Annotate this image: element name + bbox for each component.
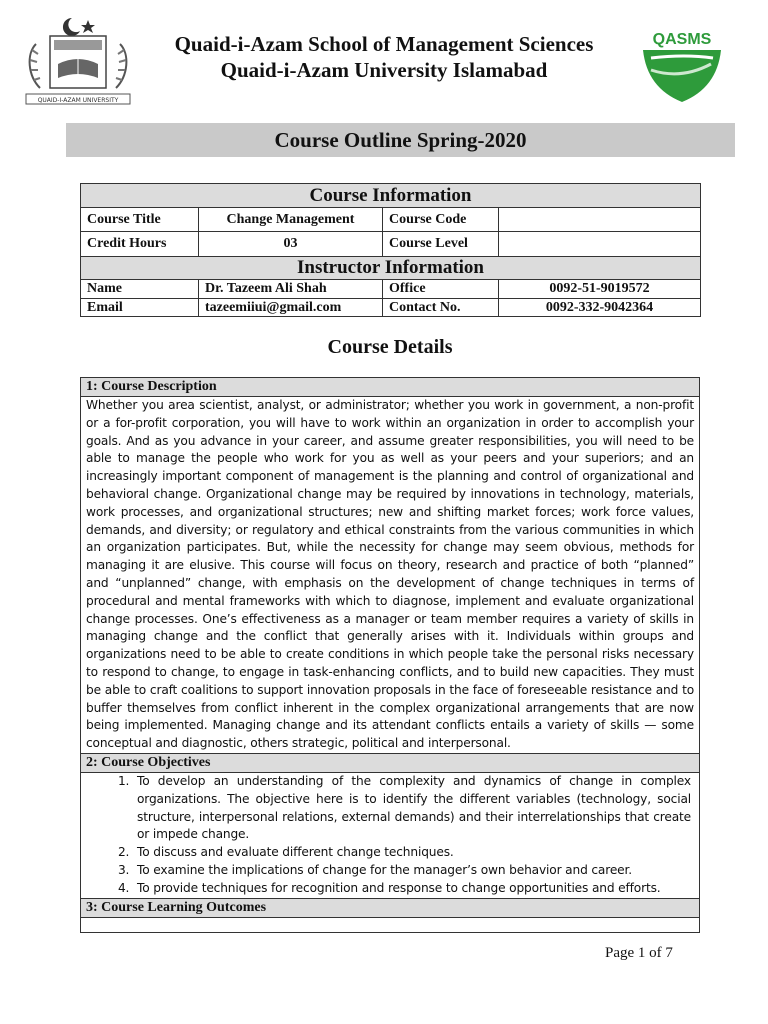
course-code-value (499, 208, 701, 232)
objective-item: 4. To provide techniques for recognition and response to change opportunities and efforts. (133, 880, 691, 898)
university-logo-caption: QUAID-I-AZAM UNIVERSITY (37, 97, 119, 104)
name-label: Name (81, 280, 199, 299)
course-level-label: Course Level (383, 232, 499, 257)
office-label: Office (383, 280, 499, 299)
page-of: of (649, 945, 662, 961)
course-level-value (499, 232, 701, 257)
qasms-logo (637, 28, 727, 104)
page-current: 1 (637, 945, 646, 961)
course-title-label: Course Title (81, 208, 199, 232)
university-name: Quaid-i-Azam University Islamabad (220, 58, 548, 82)
page-word: Page (605, 945, 635, 961)
credit-hours-label: Credit Hours (81, 232, 199, 257)
credit-hours-value: 03 (199, 232, 383, 257)
contact-label: Contact No. (383, 299, 499, 317)
course-objectives-heading: 2: Course Objectives (81, 753, 699, 773)
course-code-label: Course Code (383, 208, 499, 232)
course-title-value: Change Management (199, 208, 383, 232)
learning-outcomes-heading: 3: Course Learning Outcomes (81, 898, 699, 918)
course-outline-banner: Course Outline Spring-2020 (66, 123, 735, 157)
email-label: Email (81, 299, 199, 317)
name-value: Dr. Tazeem Ali Shah (199, 280, 383, 299)
course-details-box (80, 377, 700, 933)
course-details-title: Course Details (327, 336, 453, 358)
instructor-info-heading: Instructor Information (81, 257, 701, 280)
school-name: Quaid-i-Azam School of Management Sciences (174, 32, 594, 56)
objective-item: 2. To discuss and evaluate different change techniques. (133, 844, 691, 862)
course-objectives-list (81, 773, 699, 898)
page-total: 7 (665, 945, 673, 961)
email-value: tazeemiiui@gmail.com (199, 299, 383, 317)
objective-item: 1. To develop an understanding of the complexity and dynamics of change in complex organizations. The objective here is to identify the different variables (technology, social structure, interpersonal relations, external demands) and their interrelationships that create or impede change. (133, 773, 691, 844)
course-info-table (80, 183, 701, 317)
contact-value: 0092-332-9042364 (499, 299, 701, 317)
page-number (605, 945, 673, 962)
course-description-text: Whether you area scientist, analyst, or administrator; whether you work in government, a non-profit or a for-profit corporation, you will have to work within an organization in order to accomplish your goals. And as you advance in your career, and assume greater responsibilities, you will need to be able to manage the people who work for you as well as your peers and your superiors; and an increasingly important component of management is the planning and control of organizational and behavioral change. Organizational change may be required by innovations in technology, materials, work processes, and organizational structures; new and shifting market forces; work force values, demands, and diversity; or regulatory and ethical constraints from the various communities in which an organization participates. But, while the necessity for change may seem obvious, methods for managing it are elusive. This course will focus on theory, research and practice of both “planned” and “unplanned” change, with emphasis on the development of change techniques in terms of procedural and mental frameworks with which to diagnose, implement and evaluate organizational change processes. One’s effectiveness as a manager or team member requires a variety of skills in managing change and the conflict that generally arises with it. Individuals within groups and organizations need to be able to create conditions in which people take the personal risks necessary to respond to change, to engage in task-enhancing conflicts, and to build new capacities. They must be able to craft coalitions to support innovation proposals in the face of foreseeable resistance and to buffer themselves from conflict inherent in the complex organizational arrangements that are now being implemented. Managing change and its attendant conflicts entails a variety of skills — some conceptual and diagnostic, others strategic, political and interpersonal. (86, 398, 694, 751)
course-description-heading: 1: Course Description (81, 378, 699, 397)
qasms-logo-text: QASMS (652, 31, 712, 48)
course-info-heading: Course Information (81, 184, 701, 208)
office-value: 0092-51-9019572 (499, 280, 701, 299)
objective-item: 3. To examine the implications of change for the manager’s own behavior and career. (133, 862, 691, 880)
